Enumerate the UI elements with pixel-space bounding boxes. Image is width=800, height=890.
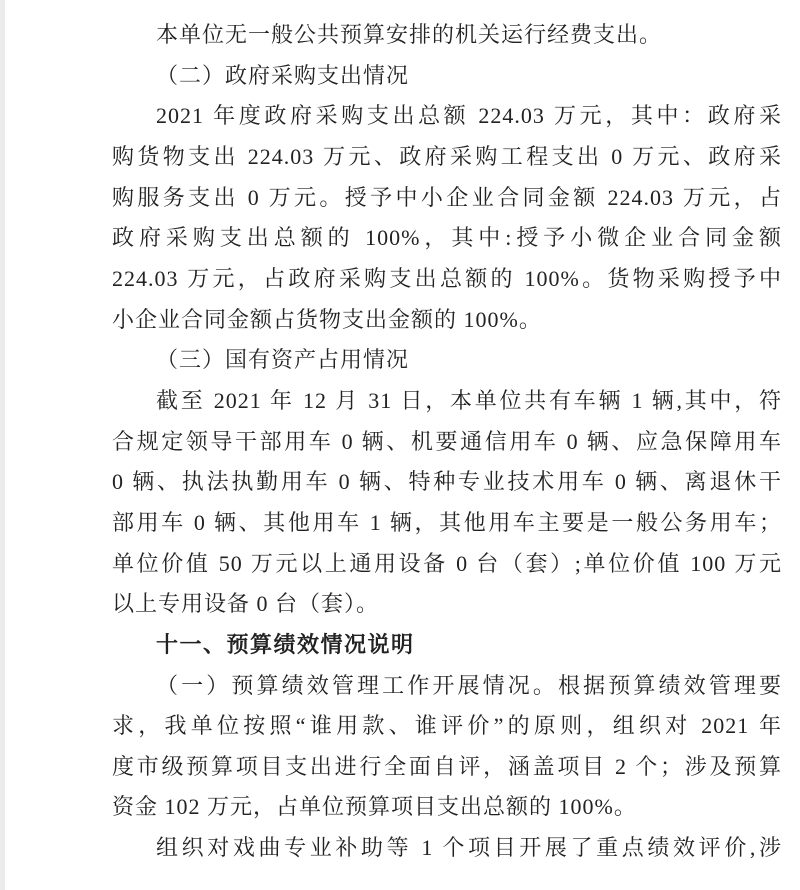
text-line: 购货物支出 224.03 万元、政府采购工程支出 0 万元、政府采 <box>112 143 782 169</box>
text-line: 截至 2021 年 12 月 31 日，本单位共有车辆 1 辆,其中，符 <box>156 387 782 413</box>
text-line: （三）国有资产占用情况 <box>156 347 410 373</box>
text-line: 本单位无一般公共预算安排的机关运行经费支出。 <box>156 22 663 47</box>
text-line: 小企业合同金额占货物支出金额的 100%。 <box>112 306 542 332</box>
text-line: 合规定领导干部用车 0 辆、机要通信用车 0 辆、应急保障用车 <box>112 428 782 454</box>
text-line: 度市级预算项目支出进行全面自评，涵盖项目 2 个；涉及预算 <box>112 753 782 779</box>
text-line: 部用车 0 辆、其他用车 1 辆，其他用车主要是一般公务用车； <box>112 509 782 535</box>
text-line: 资金 102 万元，占单位预算项目支出总额的 100%。 <box>112 794 637 820</box>
text-line: 求，我单位按照“谁用款、谁评价”的原则，组织对 2021 年 <box>112 713 782 739</box>
text-line: （二）政府采购支出情况 <box>156 62 410 88</box>
page-edge-strip <box>0 0 5 890</box>
text-line: 2021 年度政府采购支出总额 224.03 万元，其中：政府采 <box>156 103 782 129</box>
text-line: 以上专用设备 0 台（套）。 <box>112 591 380 617</box>
text-line: 224.03 万元，占政府采购支出总额的 100%。货物采购授予中 <box>112 265 782 291</box>
text-line: 组织对戏曲专业补助等 1 个项目开展了重点绩效评价,涉 <box>156 835 782 861</box>
text-line: 政府采购支出总额的 100%，其中:授予小微企业合同金额 <box>112 225 782 251</box>
text-line: 购服务支出 0 万元。授予中小企业合同金额 224.03 万元，占 <box>112 184 782 210</box>
text-line: （一）预算绩效管理工作开展情况。根据预算绩效管理要 <box>156 672 782 698</box>
text-line: 0 辆、执法执勤用车 0 辆、特种专业技术用车 0 辆、离退休干 <box>112 469 782 495</box>
section-heading-line: 十一、预算绩效情况说明 <box>156 631 415 657</box>
text-line: 单位价值 50 万元以上通用设备 0 台（套）;单位价值 100 万元 <box>112 550 782 576</box>
document-text-column <box>112 15 782 869</box>
